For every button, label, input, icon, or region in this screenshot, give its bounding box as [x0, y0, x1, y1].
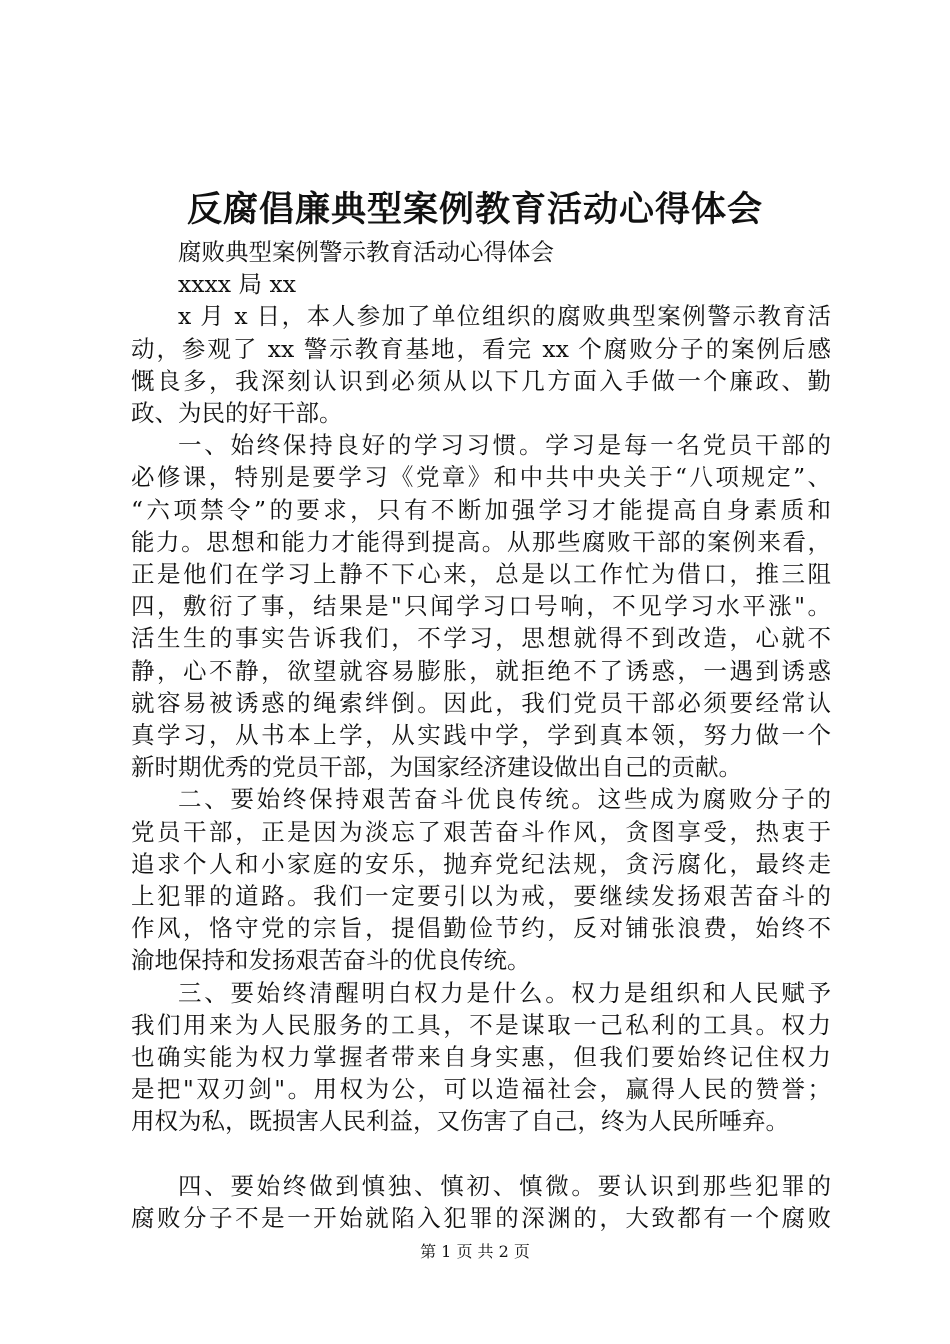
paragraph-container: [131, 300, 831, 1234]
paragraph-line: 正是他们在学习上静不下心来，总是以工作忙为借口，推三阻: [131, 560, 831, 589]
paragraph-line: 上犯罪的道路。我们一定要引以为戒，要继续发扬艰苦奋斗的: [131, 882, 831, 911]
paragraph-line: 真学习，从书本上学，从实践中学，学到真本领，努力做一个: [131, 721, 831, 750]
page-footer: 第 1 页 共 2 页: [420, 1242, 530, 1261]
document-title: 反腐倡廉典型案例教育活动心得体会: [186, 189, 763, 230]
paragraph-line: 用权为私，既损害人民利益，又伤害了自己，终为人民所唾弃。: [131, 1107, 789, 1136]
paragraph-line: 是把"双刃剑"。用权为公，可以造福社会，赢得人民的赞誉；: [131, 1075, 831, 1104]
paragraph-line: 慨良多，我深刻认识到必须从以下几方面入手做一个廉政、勤: [131, 366, 831, 395]
paragraph-line: 三、要始终清醒明白权力是什么。权力是组织和人民赋予: [178, 978, 831, 1007]
paragraph-line: 一、始终保持良好的学习习惯。学习是每一名党员干部的: [178, 431, 831, 460]
paragraph-line: 二、要始终保持艰苦奋斗优良传统。这些成为腐败分子的: [178, 785, 831, 814]
paragraph-line: 活生生的事实告诉我们，不学习，思想就得不到改造，心就不: [131, 624, 831, 653]
paragraph-line: 渝地保持和发扬艰苦奋斗的优良传统。: [131, 946, 531, 975]
document-body: [131, 236, 831, 1234]
paragraph-line: 追求个人和小家庭的安乐，抛弃党纪法规，贪污腐化，最终走: [131, 849, 831, 878]
paragraph-line: 动，参观了 xx 警示教育基地，看完 xx 个腐败分子的案例后感: [131, 334, 831, 363]
paragraph-line: 作风，恪守党的宗旨，提倡勤俭节约，反对铺张浪费，始终不: [131, 914, 831, 943]
paragraph-line: 四、要始终做到慎独、慎初、慎微。要认识到那些犯罪的: [178, 1171, 831, 1200]
paragraph-line: 能力。思想和能力才能得到提高。从那些腐败干部的案例来看，: [131, 527, 831, 556]
paragraph-line: 政、为民的好干部。: [131, 399, 343, 428]
paragraph-gap: [131, 1138, 831, 1170]
paragraph-line: 腐败分子不是一开始就陷入犯罪的深渊的，大致都有一个腐败: [131, 1203, 831, 1232]
paragraph-line: 四，敷衍了事，结果是"只闻学习口号响，不见学习水平涨"。: [131, 592, 831, 621]
paragraph-line: 我们用来为人民服务的工具，不是谋取一己私利的工具。权力: [131, 1010, 831, 1039]
paragraph-line: 也确实能为权力掌握者带来自身实惠，但我们要始终记住权力: [131, 1043, 831, 1072]
document-author: xxxx 局 xx: [178, 270, 296, 299]
paragraph-line: “六项禁令”的要求，只有不断加强学习才能提高自身素质和: [131, 495, 831, 524]
paragraph-line: x 月 x 日，本人参加了单位组织的腐败典型案例警示教育活: [178, 302, 831, 331]
paragraph-line: 新时期优秀的党员干部，为国家经济建设做出自己的贡献。: [131, 753, 742, 782]
paragraph-line: 就容易被诱惑的绳索绊倒。因此，我们党员干部必须要经常认: [131, 688, 831, 717]
document-subtitle: 腐败典型案例警示教育活动心得体会: [178, 238, 554, 266]
paragraph-line: 必修课，特别是要学习《党章》和中共中央关于“八项规定”、: [131, 463, 831, 492]
paragraph-line: 党员干部，正是因为淡忘了艰苦奋斗作风，贪图享受，热衷于: [131, 817, 831, 846]
paragraph-line: 静，心不静，欲望就容易膨胀，就拒绝不了诱惑，一遇到诱惑: [131, 656, 831, 685]
